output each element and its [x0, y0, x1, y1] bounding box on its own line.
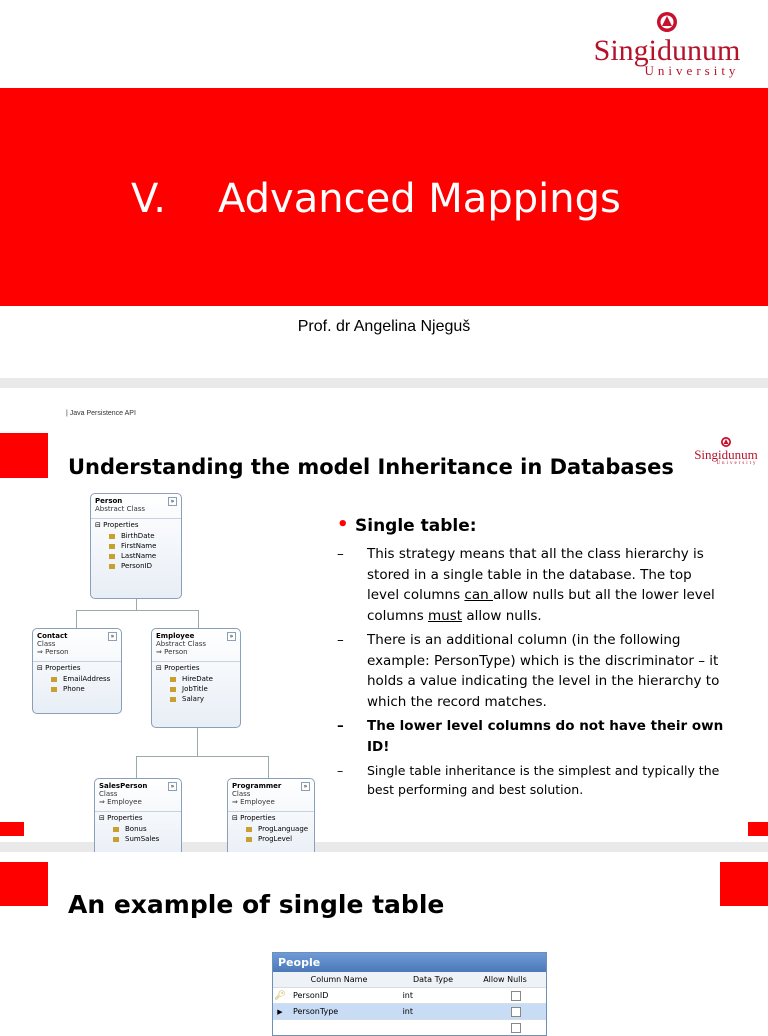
- logo-name: Singidunum: [694, 447, 758, 462]
- sub-bullet: – There is an additional column (in the following example: PersonType) which is the discriminator – it holds a value indicating the level in the hierarchy to which the record matches.: [337, 632, 720, 710]
- slide-title: Understanding the model Inheritance in Databases: [68, 455, 674, 479]
- logo-subname: University: [644, 63, 740, 78]
- property: EmailAddress: [33, 674, 121, 684]
- title-slide: [0, 0, 768, 378]
- property: BirthDate: [91, 531, 181, 541]
- table-row[interactable]: [273, 988, 546, 1004]
- property: ProgLevel: [228, 834, 314, 844]
- key-icon: 🔑︎: [274, 990, 286, 1001]
- accent-bar: [748, 822, 768, 836]
- column-header: Data Type: [412, 975, 454, 984]
- connector-line: [76, 610, 77, 628]
- table-row[interactable]: [273, 1020, 546, 1035]
- table-row[interactable]: [273, 1004, 546, 1020]
- property: Bonus: [95, 824, 181, 834]
- university-logo: [688, 436, 764, 466]
- class-base: ⇒ Employee: [99, 798, 142, 806]
- property: HireDate: [152, 674, 240, 684]
- property: ProgLanguage: [228, 824, 314, 834]
- class-base: ⇒ Person: [37, 648, 69, 656]
- property: JobTitle: [152, 684, 240, 694]
- property: PersonID: [91, 561, 181, 571]
- class-name: Employee: [156, 632, 195, 640]
- row-selector-icon: ▶: [277, 1007, 283, 1016]
- logo-name: Singidunum: [593, 34, 741, 67]
- class-base: ⇒ Employee: [232, 798, 275, 806]
- property: Salary: [152, 694, 240, 704]
- sub-bullet: – This strategy means that all the class hierarchy is stored in a single table in the database. The top level columns can allow nulls but all the lower level columns must allow nulls.: [337, 546, 715, 624]
- connector-line: [198, 610, 199, 628]
- people-table: [272, 952, 547, 1036]
- connector-line: [136, 598, 137, 610]
- column-name[interactable]: PersonType: [292, 1007, 339, 1016]
- class-name: SalesPerson: [99, 782, 148, 790]
- property: Phone: [33, 684, 121, 694]
- logo-subname: University: [716, 461, 758, 466]
- slide-title: Advanced Mappings: [218, 176, 621, 222]
- properties-header: ⊟ Properties: [91, 518, 181, 531]
- properties-header: ⊟ Properties: [152, 661, 240, 674]
- class-base: ⇒ Person: [156, 648, 188, 656]
- sub-bullet: – The lower level columns do not have their own ID!: [337, 718, 724, 755]
- expand-icon[interactable]: »: [301, 782, 310, 791]
- connector-line: [268, 756, 269, 778]
- class-name: Programmer: [232, 782, 282, 790]
- section-number: V.: [131, 176, 166, 222]
- expand-icon[interactable]: »: [168, 497, 177, 506]
- crest-icon: [656, 10, 678, 34]
- accent-bar: [0, 822, 24, 836]
- class-name: Person: [95, 497, 123, 505]
- slide-title: An example of single table: [68, 890, 445, 919]
- expand-icon[interactable]: »: [108, 632, 117, 641]
- slide-gap: [0, 378, 768, 388]
- expand-icon[interactable]: »: [227, 632, 236, 641]
- class-type: Class: [232, 790, 251, 798]
- accent-bar: [0, 862, 48, 906]
- connector-line: [197, 727, 198, 756]
- properties-header: ⊟ Properties: [228, 811, 314, 824]
- class-name: Contact: [37, 632, 68, 640]
- author: Prof. dr Angelina Njeguš: [297, 318, 471, 335]
- table-header: [273, 972, 546, 988]
- slide-header: | Java Persistence API: [66, 410, 136, 417]
- property: SumSales: [95, 834, 181, 844]
- table-caption: People: [273, 953, 546, 972]
- column-header: Allow Nulls: [483, 975, 527, 984]
- class-contact: [32, 628, 122, 714]
- column-header: Column Name: [310, 975, 368, 984]
- bullet-list: [337, 516, 727, 799]
- class-person: [90, 493, 182, 599]
- connector-line: [76, 610, 198, 611]
- properties-header: ⊟ Properties: [95, 811, 181, 824]
- bullet-item: • Single table:: [337, 514, 477, 536]
- allow-nulls-checkbox[interactable]: [511, 991, 521, 1001]
- accent-bar: [0, 433, 48, 478]
- column-name[interactable]: PersonID: [292, 991, 329, 1000]
- university-logo: [582, 10, 752, 77]
- properties-header: ⊟ Properties: [33, 661, 121, 674]
- class-type: Class: [37, 640, 56, 648]
- sub-bullet: – Single table inheritance is the simplest and typically the best performing and best solution.: [337, 763, 720, 797]
- allow-nulls-checkbox[interactable]: [511, 1007, 521, 1017]
- class-employee: [151, 628, 241, 728]
- property: FirstName: [91, 541, 181, 551]
- bullet-icon: •: [337, 514, 349, 535]
- connector-line: [136, 756, 268, 757]
- class-type: Class: [99, 790, 118, 798]
- class-type: Abstract Class: [156, 640, 207, 648]
- class-type: Abstract Class: [95, 505, 146, 513]
- data-type[interactable]: int: [402, 1007, 413, 1016]
- allow-nulls-checkbox[interactable]: [511, 1023, 521, 1033]
- property: LastName: [91, 551, 181, 561]
- accent-bar: [720, 862, 768, 906]
- connector-line: [136, 756, 137, 778]
- data-type[interactable]: int: [402, 991, 413, 1000]
- expand-icon[interactable]: »: [168, 782, 177, 791]
